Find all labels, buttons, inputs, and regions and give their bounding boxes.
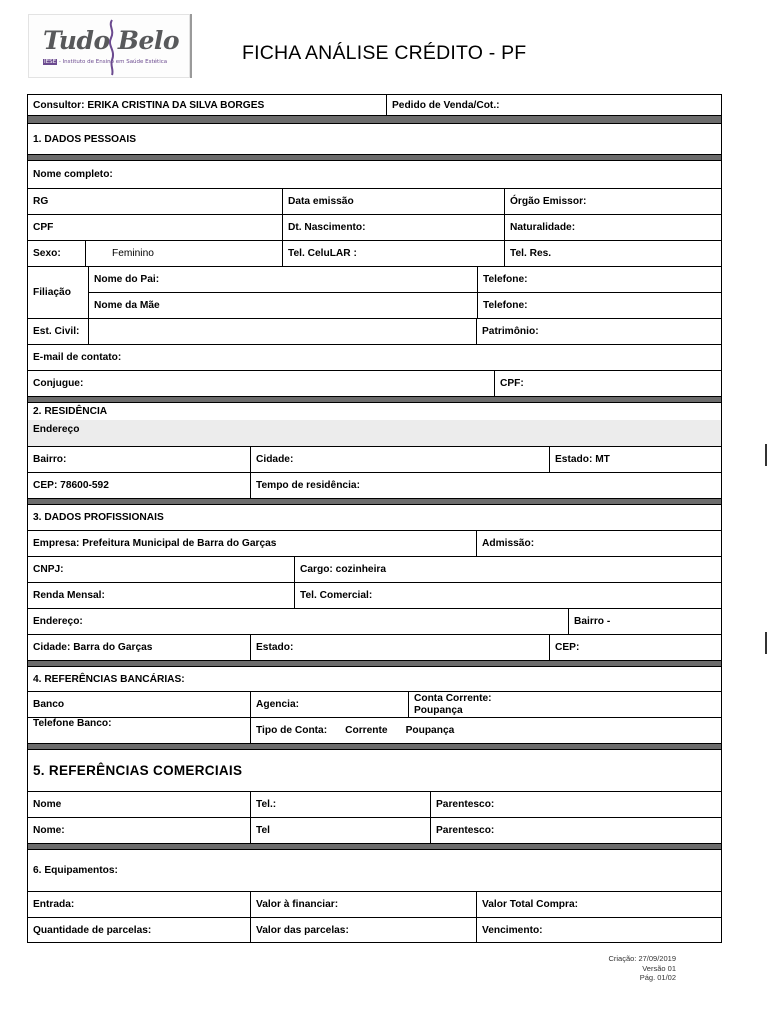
bairro-profissional-field[interactable]: Bairro -: [568, 609, 721, 634]
email-field[interactable]: E-mail de contato:: [33, 352, 122, 363]
form-row: [28, 160, 721, 188]
cnpj-field[interactable]: CNPJ:: [33, 564, 64, 575]
empresa-field[interactable]: Empresa: Prefeitura Municipal de Barra do Garças: [33, 538, 277, 549]
tipo-corrente-option[interactable]: Corrente: [345, 725, 388, 736]
agencia-field[interactable]: Agencia:: [250, 692, 408, 717]
logo: [28, 14, 190, 78]
section-title-profissionais: 3. DADOS PROFISSIONAIS: [33, 512, 164, 523]
logo-subtitle: [43, 59, 167, 65]
page-title: FICHA ANÁLISE CRÉDITO - PF: [242, 42, 527, 64]
patrimonio-field[interactable]: Patrimônio:: [476, 319, 721, 344]
form-row: [28, 717, 721, 743]
form-row: [28, 817, 721, 843]
section-title-row: [28, 849, 721, 891]
logo-subtitle-text: - Instituto de Ensino em Saúde Estética: [58, 59, 168, 65]
form-row: [89, 292, 721, 318]
cep-profissional-field[interactable]: CEP:: [549, 635, 721, 660]
logo-divider: [190, 14, 192, 78]
tel-res-field[interactable]: Tel. Res.: [504, 241, 721, 266]
est-civil-field[interactable]: [88, 319, 476, 344]
consultor-field[interactable]: Consultor: ERIKA CRISTINA DA SILVA BORGES: [33, 99, 265, 111]
footer-pagina: Pág. 01/02: [639, 973, 676, 982]
section-title-pessoais: 1. DADOS PESSOAIS: [33, 133, 137, 145]
cpf-conjugue-field[interactable]: CPF:: [494, 371, 721, 396]
naturalidade-field[interactable]: Naturalidade:: [504, 215, 721, 240]
form-row: [28, 420, 721, 446]
section-title-row: [28, 402, 721, 420]
conta-corrente-field[interactable]: [408, 692, 721, 717]
nome-completo-field[interactable]: Nome completo:: [33, 169, 113, 180]
form-row: [28, 240, 721, 266]
section-title-residencia: 2. RESIDÊNCIA: [33, 406, 108, 417]
margin-mark: [765, 444, 767, 466]
telefone-pai-field[interactable]: Telefone:: [477, 267, 721, 292]
ref-parentesco-2-field[interactable]: Parentesco:: [430, 818, 721, 843]
section-separator: [28, 115, 721, 123]
credit-form: [27, 94, 722, 943]
banco-field[interactable]: Banco: [33, 699, 65, 710]
section-title-row: [28, 666, 721, 691]
tipo-conta-field[interactable]: [250, 718, 721, 743]
data-emissao-field[interactable]: Data emissão: [282, 189, 504, 214]
logo-figure-icon: [105, 18, 119, 76]
qtd-parcelas-field[interactable]: Quantidade de parcelas:: [33, 924, 152, 936]
form-row: [28, 582, 721, 608]
section-title-row: [28, 504, 721, 530]
logo-tag: IESE: [44, 59, 57, 65]
ref-tel-2-field[interactable]: Tel: [250, 818, 430, 843]
cargo-field[interactable]: Cargo: cozinheira: [294, 557, 721, 582]
vencimento-field[interactable]: Vencimento:: [476, 918, 721, 942]
rg-field[interactable]: RG: [33, 196, 49, 207]
endereco-residencia-field[interactable]: Endereço: [33, 424, 80, 435]
cidade-profissional-field[interactable]: Cidade: Barra do Garças: [33, 642, 153, 653]
document-footer: [608, 954, 676, 983]
filiacao-label: Filiação: [33, 287, 71, 298]
form-row: [28, 344, 721, 370]
ref-parentesco-1-field[interactable]: Parentesco:: [430, 792, 721, 817]
form-row: [28, 608, 721, 634]
cep-residencia-field[interactable]: CEP: 78600-592: [33, 480, 109, 491]
bairro-residencia-field[interactable]: Bairro:: [33, 454, 67, 465]
tempo-residencia-field[interactable]: Tempo de residência:: [250, 473, 721, 498]
form-row: [28, 791, 721, 817]
admissao-field[interactable]: Admissão:: [476, 531, 721, 556]
form-row: [28, 634, 721, 660]
form-row: [28, 370, 721, 396]
entrada-field[interactable]: Entrada:: [33, 899, 75, 910]
tipo-conta-label: Tipo de Conta:: [256, 725, 328, 736]
ref-nome-1-field[interactable]: Nome: [33, 799, 62, 810]
nome-mae-field[interactable]: Nome da Mãe: [94, 300, 160, 312]
form-row: [28, 917, 721, 943]
header-row: [28, 94, 721, 115]
section-title-bancarias: 4. REFERÊNCIAS BANCÁRIAS:: [33, 673, 185, 685]
section-title-equipamentos: 6. Equipamentos:: [33, 865, 118, 876]
cidade-residencia-field[interactable]: Cidade:: [250, 447, 549, 472]
renda-mensal-field[interactable]: Renda Mensal:: [33, 590, 105, 601]
form-row: [28, 188, 721, 214]
nascimento-field[interactable]: Dt. Nascimento:: [282, 215, 504, 240]
form-row: [28, 891, 721, 917]
telefone-banco-field[interactable]: Telefone Banco:: [33, 718, 112, 729]
section-title-row: [28, 123, 721, 154]
footer-criacao: Criação: 27/09/2019: [608, 954, 676, 963]
celular-field[interactable]: Tel. CeluLAR :: [282, 241, 504, 266]
telefone-mae-field[interactable]: Telefone:: [477, 293, 721, 318]
section-title-row: [28, 749, 721, 791]
tipo-poupanca-option[interactable]: Poupança: [405, 725, 455, 736]
valor-parcelas-field[interactable]: Valor das parcelas:: [250, 918, 476, 942]
cpf-field[interactable]: CPF: [33, 222, 54, 233]
filiacao-fields: [88, 267, 721, 318]
footer-versao: Versão 01: [642, 963, 676, 973]
section-title-comerciais: 5. REFERÊNCIAS COMERCIAIS: [33, 763, 243, 778]
ref-tel-1-field[interactable]: Tel.:: [250, 792, 430, 817]
logo-brand: Tudo Belo: [43, 26, 180, 55]
form-row: [89, 267, 721, 292]
pedido-field[interactable]: Pedido de Venda/Cot.:: [386, 95, 721, 115]
nome-pai-field[interactable]: Nome do Pai:: [94, 274, 160, 286]
sexo-value[interactable]: Feminino: [85, 241, 282, 266]
form-row: [28, 446, 721, 472]
tel-comercial-field[interactable]: Tel. Comercial:: [294, 583, 721, 608]
ref-nome-2-field[interactable]: Nome:: [33, 825, 65, 836]
conta-corrente-label: Conta Corrente:: [414, 692, 492, 704]
endereco-profissional-field[interactable]: Endereço:: [33, 616, 83, 627]
filiacao-block: [28, 266, 721, 318]
valor-total-field[interactable]: Valor Total Compra:: [476, 892, 721, 917]
form-row: [28, 556, 721, 582]
est-civil-label: Est. Civil:: [33, 326, 80, 337]
margin-mark: [765, 632, 767, 654]
estado-profissional-field[interactable]: Estado:: [250, 635, 549, 660]
form-row: [28, 318, 721, 344]
valor-financiar-field[interactable]: Valor à financiar:: [250, 892, 476, 917]
poupanca-label: Poupança: [414, 704, 463, 716]
sexo-label: Sexo:: [33, 248, 61, 259]
form-row: [28, 472, 721, 498]
form-row: [28, 530, 721, 556]
orgao-emissor-field[interactable]: Órgão Emissor:: [504, 189, 721, 214]
form-row: [28, 214, 721, 240]
estado-residencia-field[interactable]: Estado: MT: [549, 447, 721, 472]
conjugue-field[interactable]: Conjugue:: [33, 378, 84, 389]
form-row: [28, 691, 721, 717]
